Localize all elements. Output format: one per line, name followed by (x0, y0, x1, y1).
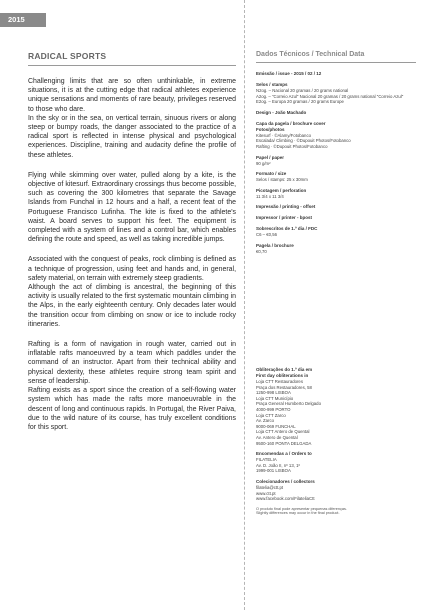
spec-label: Capa da pagela / brochure cover Fotos/photos (256, 120, 326, 132)
spec-value: Kitesurf · ©Alamy/Fotobanco Escalada/ Climbing · ©Dupouit Photos/Fotobanco Rafting · ©Dupouit Photos/Fotobanco (256, 132, 351, 149)
spec-item (256, 110, 416, 116)
spec-value: FILATELIA Av. D. João II, nº 13, 1º 1999-001 LISBOA (256, 457, 301, 474)
column-divider (244, 0, 245, 610)
spec-item (256, 188, 416, 200)
spec-item (256, 243, 416, 255)
spec-label: Emissão / issue - 2015 / 02 / 12 (256, 71, 322, 76)
spec-label: Encomendas a / Orders to (256, 451, 312, 457)
article-paragraph: Challenging limits that are so often unthinkable, in extreme situations, it is at the cutting edge that radical athletes experience unique sensations and moments of rare beauty, privileges reserved to those who dare. (28, 78, 236, 113)
article-paragraph: Associated with the conquest of peaks, rock climbing is defined as a technique of progression, using feet and hands and, in general, safety material, on terrain with extremely steep gradients. (28, 256, 236, 282)
spec-item (256, 451, 416, 474)
article-paragraph: Rafting exists as a sport since the creation of a self-flowing water system which has made the rafts more manoeuvrable in the descent of long and continuous rapids. In Portugal, the River Paiva, due to the wild nature of its course, has truly excellent conditions for this sport. (28, 387, 236, 431)
spec-label: Pagela / brochure (256, 242, 294, 248)
spec-value: C6 – €0,56 (256, 232, 278, 238)
article-paragraph: Rafting is a form of navigation in rough water, carried out in inflatable rafts manoeuvred by a team which paddles under the command of an instructor. Apart from their technical ability and physical dexterity, these athletes require strong team spirit and sense of leadership. (28, 341, 236, 385)
footnote: O produto final pode apresentar pequenas diferenças. Slightly differences may occur in the final product. (256, 506, 347, 516)
spec-label: Papel / paper (256, 154, 285, 160)
spec-label: Sobrescritos de 1.º dia / FDC (256, 226, 318, 232)
spec-item (256, 367, 416, 446)
spec-list (256, 71, 416, 255)
spec-value: filatelia@ctt.pt www.ctt.pt www.facebook.com/FilateliaCtt (256, 484, 315, 502)
spec-value: 11 3/4 x 11 3/4 (256, 193, 284, 199)
spec-value: Selos / stamps: 25 x 30mm (256, 177, 308, 183)
orders-info (256, 367, 416, 516)
spec-item (256, 155, 416, 167)
spec-label: Formato / size (256, 171, 287, 177)
spec-label: Design - João Machado (256, 109, 307, 115)
article-paragraph: Flying while skimming over water, pulled along by a kite, is the objective of kitesurf. Extraordinary crossings thus become possible, such as covering the 300 kilometres that separate the Savage Islands from Funchal in 12 hours and a half, a recent feat of the Portuguese Francisco Lufinha. The kite is fixed to the athlete's waist. A board serves to support his feet. The equipment is completed with a system of lines and a control bar, which enables defining the route and speed, as well as taking incredible jumps. (28, 171, 236, 244)
article-paragraph: Although the act of climbing is ancestral, the beginning of this activity is usually related to the first systematic mountain climbing in the Alps, in the early eighteenth century. Only decades later would the transition occur from climbing on snow or ice to include rocky itineraries. (28, 284, 236, 328)
spec-item (256, 204, 416, 210)
spec-label: Picotagem / perforation (256, 187, 307, 193)
spec-item (256, 82, 416, 105)
spec-label: Obliterações do 1.º dia em First day obliterations in (256, 367, 313, 378)
year-tab: 2015 (0, 13, 46, 27)
spec-label: Colecionadores / collectors (256, 478, 315, 484)
spec-label: Selos / stamps (256, 82, 288, 87)
article-title: RADICAL SPORTS (28, 51, 236, 66)
spec-item (256, 171, 416, 183)
spec-value: €0,70 (256, 248, 267, 254)
spec-item (256, 71, 416, 77)
spec-item (256, 215, 416, 221)
technical-data (256, 51, 416, 260)
technical-data-title: Dados Técnicos / Technical Data (256, 51, 416, 63)
spec-label: Impressor / printer - bpost (256, 215, 313, 221)
spec-value: Loja CTT Restauradores Praça dos Restauradores, 58 1250-998 LISBOA Loja CTT Município Praça General Humberto Delgado 4000-999 PORTO Loja CTT Zarco Av. Zarco 9000-069 FUNCHAL Loja CTT Antero de Quental Av. Antero de Quental 9500-160 PONTA DELGADA (256, 379, 321, 446)
article-paragraph: In the sky or in the sea, on vertical terrain, sinuous rivers or along steep or bumpy roads, the danger associated to the practice of a radical sport is reflected in intense physical and psychological experiences. Discipline, training and audacity define the profile of these athletes. (28, 114, 236, 159)
spec-value: N2og. – Nacional 20 gramas / 20 grams national A2og. – "Correio Azul" Nacional 20 gramas / 20 grams national "Correio Azul" E2og. – Europa 20 gramas / 20 grams Europe (256, 88, 404, 105)
spec-item (256, 121, 416, 150)
spec-item (256, 479, 416, 502)
spec-label: Impressão / printing - offset (256, 204, 316, 210)
spec-item (256, 226, 416, 238)
orders-list (256, 367, 416, 502)
spec-value: 90 g/m² (256, 160, 271, 166)
article-body (28, 77, 236, 432)
article (28, 51, 236, 432)
